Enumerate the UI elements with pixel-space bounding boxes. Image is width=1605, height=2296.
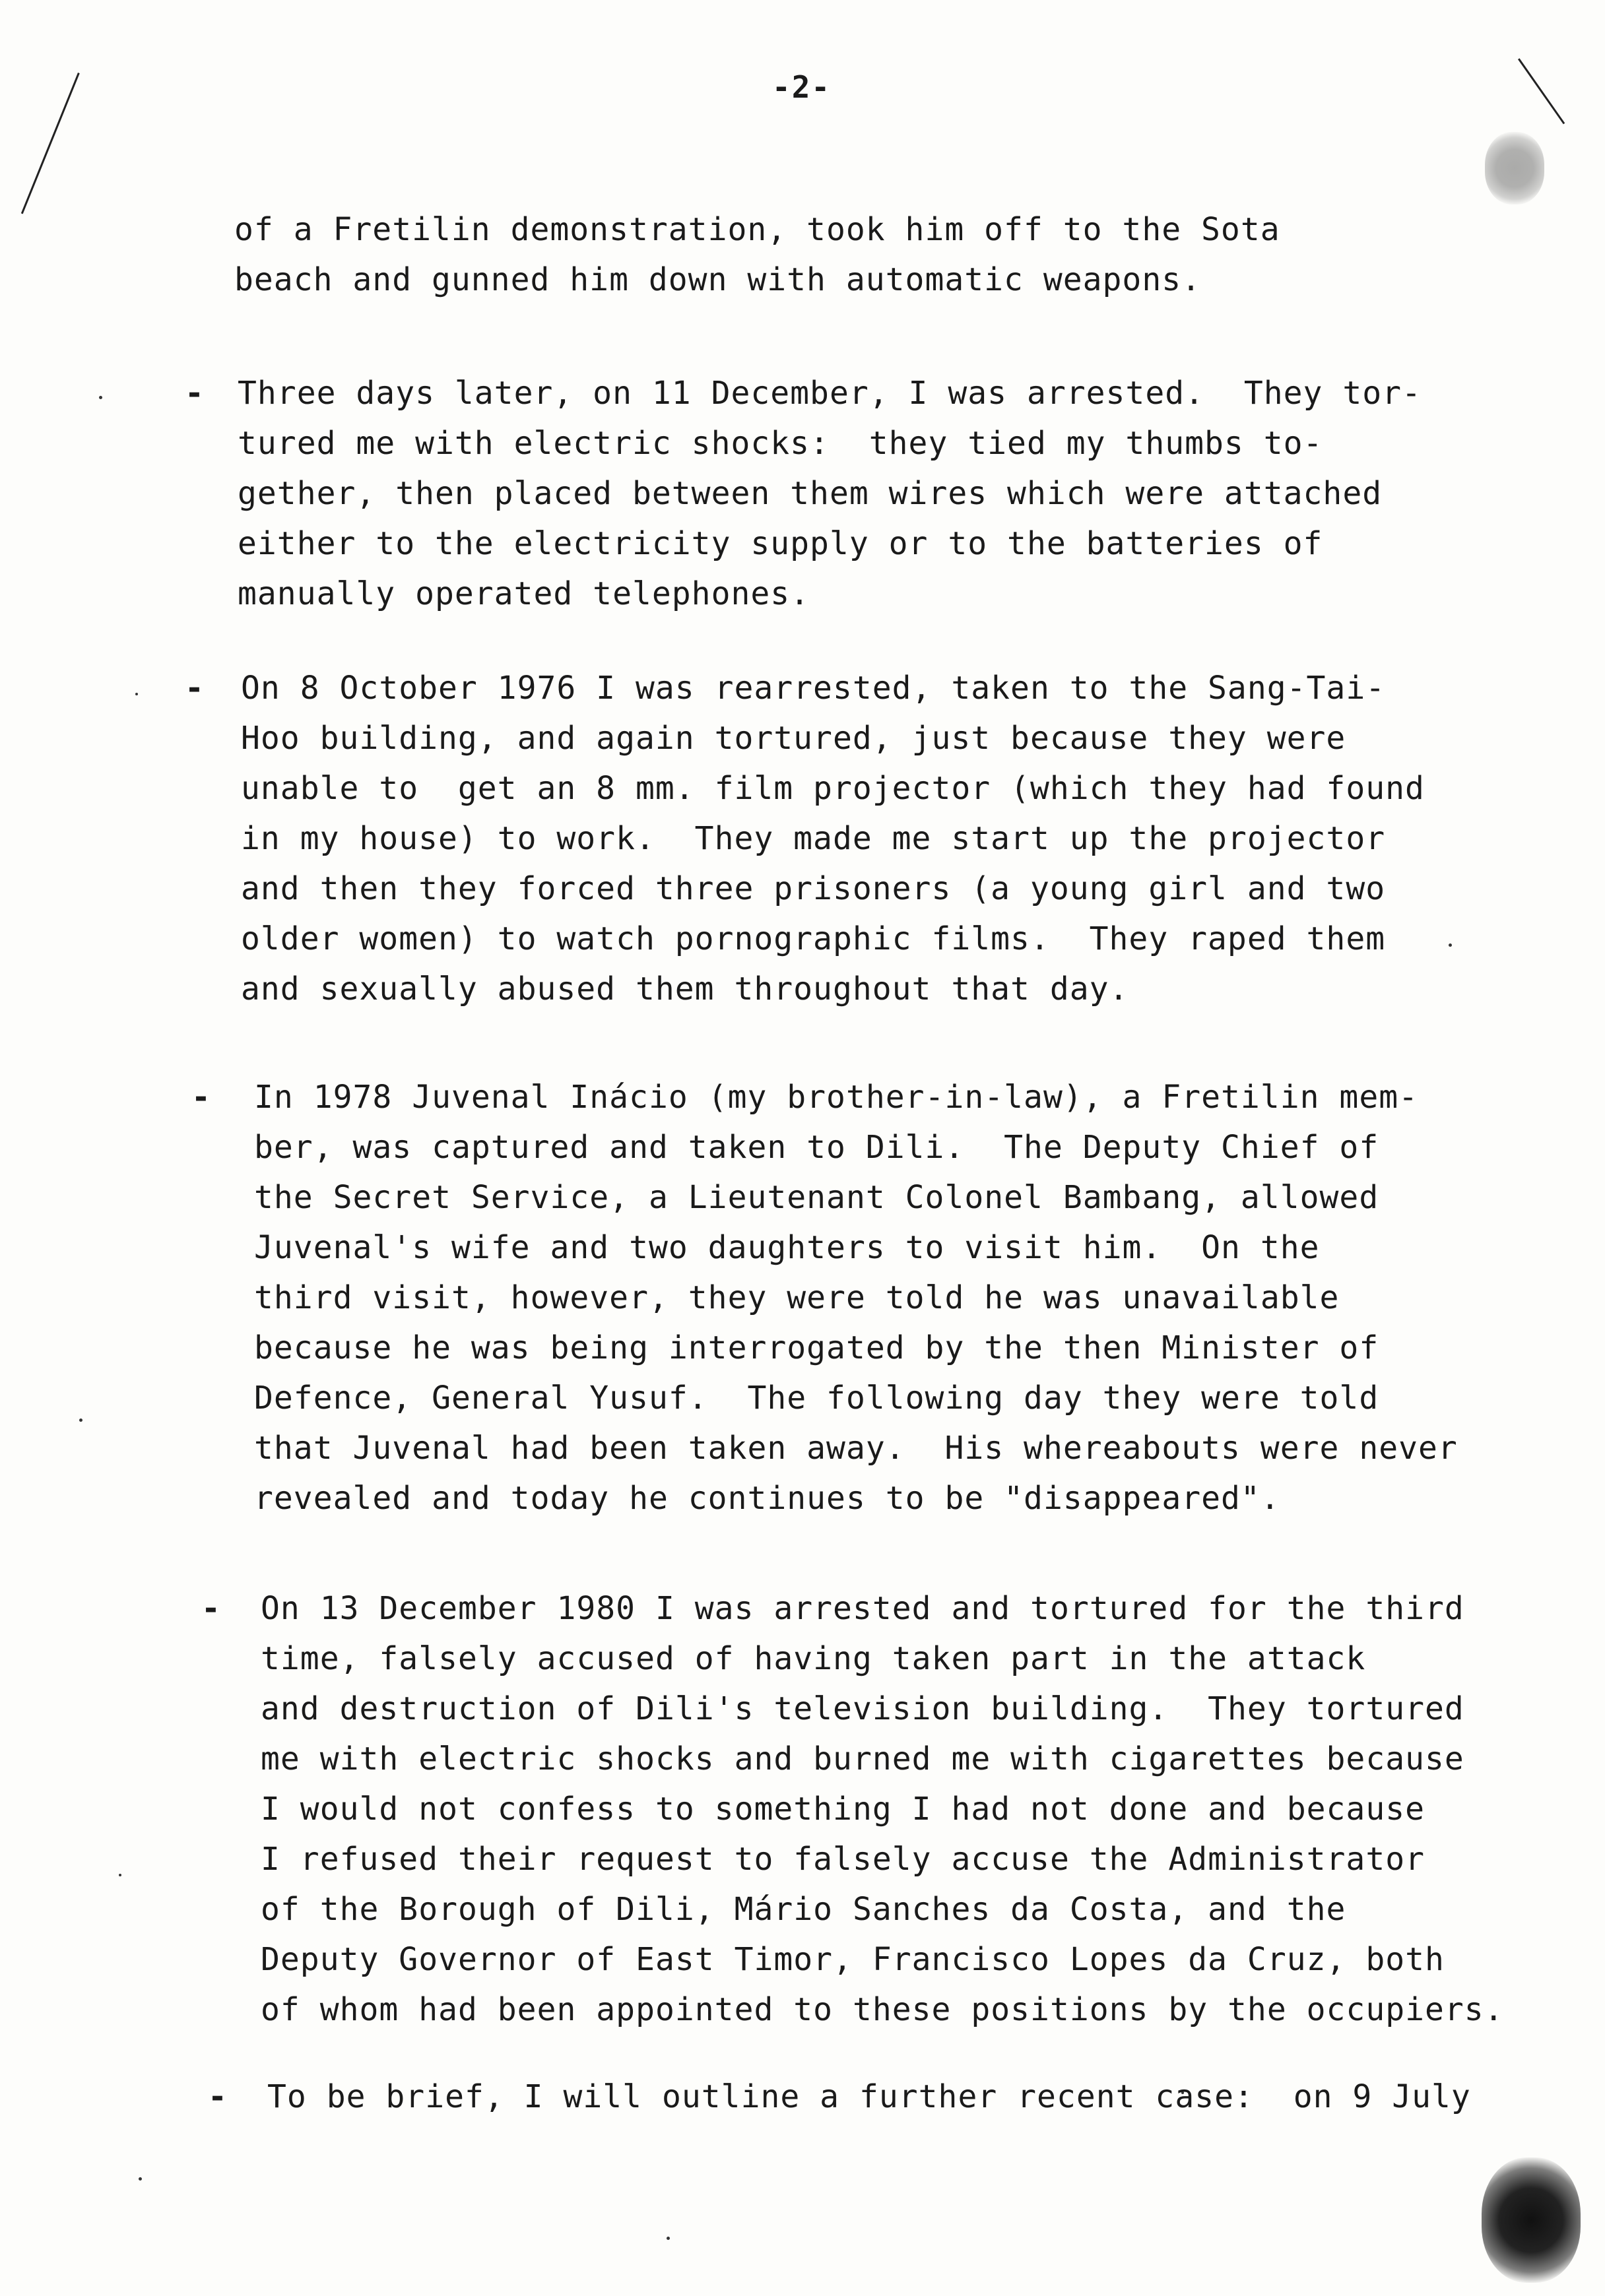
text-line: tured me with electric shocks: they tied my thumbs to- xyxy=(238,425,1323,462)
text-line: and then they forced three prisoners (a young girl and two xyxy=(241,870,1386,907)
scan-speck xyxy=(79,1419,82,1422)
paragraph-arrest-1980 xyxy=(261,1583,1504,2035)
text-line: time, falsely accused of having taken part in the attack xyxy=(261,1640,1366,1677)
text-line: On 13 December 1980 I was arrested and tortured for the third xyxy=(261,1590,1464,1627)
paragraph-recent-case xyxy=(267,2072,1471,2122)
scan-speck xyxy=(1449,943,1452,947)
text-line: the Secret Service, a Lieutenant Colonel Bambang, allowed xyxy=(254,1179,1379,1216)
text-line: of a Fretilin demonstration, took him off to the Sota xyxy=(234,211,1280,248)
text-line: in my house) to work. They made me start up the projector xyxy=(241,820,1386,857)
text-line: To be brief, I will outline a further recent case: on 9 July xyxy=(267,2078,1471,2115)
text-line: of whom had been appointed to these positions by the occupiers. xyxy=(261,1991,1504,2028)
text-line: me with electric shocks and burned me with cigarettes because xyxy=(261,1740,1464,1777)
text-line: In 1978 Juvenal Inácio (my brother-in-law), a Fretilin mem- xyxy=(254,1079,1419,1116)
text-line: manually operated telephones. xyxy=(238,575,810,612)
scan-edge-mark xyxy=(21,73,80,214)
text-line: Three days later, on 11 December, I was arrested. They tor- xyxy=(238,375,1422,412)
text-line: Juvenal's wife and two daughters to visit him. On the xyxy=(254,1229,1320,1266)
text-line: ber, was captured and taken to Dili. The Deputy Chief of xyxy=(254,1129,1379,1166)
scan-speck xyxy=(139,2177,142,2181)
text-line: third visit, however, they were told he was unavailable xyxy=(254,1279,1340,1316)
scan-speck xyxy=(99,396,102,399)
paragraph-arrest-december xyxy=(238,368,1422,619)
scan-speck xyxy=(135,693,138,695)
scan-blot xyxy=(1482,2157,1581,2283)
text-line: unable to get an 8 mm. film projector (which they had found xyxy=(241,770,1425,807)
text-line: because he was being interrogated by the then Minister of xyxy=(254,1329,1379,1366)
text-line: Hoo building, and again tortured, just because they were xyxy=(241,720,1346,757)
bullet-dash: - xyxy=(185,670,204,707)
text-line: Defence, General Yusuf. The following day they were told xyxy=(254,1380,1379,1417)
text-line: revealed and today he continues to be "disappeared". xyxy=(254,1480,1280,1517)
bullet-dash: - xyxy=(208,2078,227,2115)
bullet-dash: - xyxy=(191,1079,211,1116)
text-line: I refused their request to falsely accuse the Administrator xyxy=(261,1841,1425,1878)
text-line: gether, then placed between them wires which were attached xyxy=(238,475,1383,512)
text-line: of the Borough of Dili, Mário Sanches da Costa, and the xyxy=(261,1891,1346,1928)
scan-speck xyxy=(119,1874,121,1876)
text-line: either to the electricity supply or to the batteries of xyxy=(238,525,1323,562)
text-line: I would not confess to something I had not done and because xyxy=(261,1791,1425,1828)
bullet-dash: - xyxy=(185,375,204,412)
scan-edge-mark xyxy=(1518,58,1565,124)
text-line: and sexually abused them throughout that day. xyxy=(241,971,1129,1007)
text-line: On 8 October 1976 I was rearrested, taken to the Sang-Tai- xyxy=(241,670,1386,707)
paragraph-rearrest-1976 xyxy=(241,663,1425,1014)
text-line: and destruction of Dili's television building. They tortured xyxy=(261,1690,1464,1727)
text-line: that Juvenal had been taken away. His whereabouts were never xyxy=(254,1430,1458,1467)
page-number: -2- xyxy=(772,69,832,105)
paragraph-juvenal-1978 xyxy=(254,1072,1458,1523)
paragraph-continuation xyxy=(234,205,1280,305)
bullet-dash: - xyxy=(201,1590,220,1627)
scan-speck xyxy=(667,2237,670,2240)
text-line: older women) to watch pornographic films. They raped them xyxy=(241,920,1386,957)
text-line: Deputy Governor of East Timor, Francisco Lopes da Cruz, both xyxy=(261,1941,1445,1978)
text-line: beach and gunned him down with automatic weapons. xyxy=(234,261,1202,298)
scan-blot xyxy=(1485,132,1544,205)
